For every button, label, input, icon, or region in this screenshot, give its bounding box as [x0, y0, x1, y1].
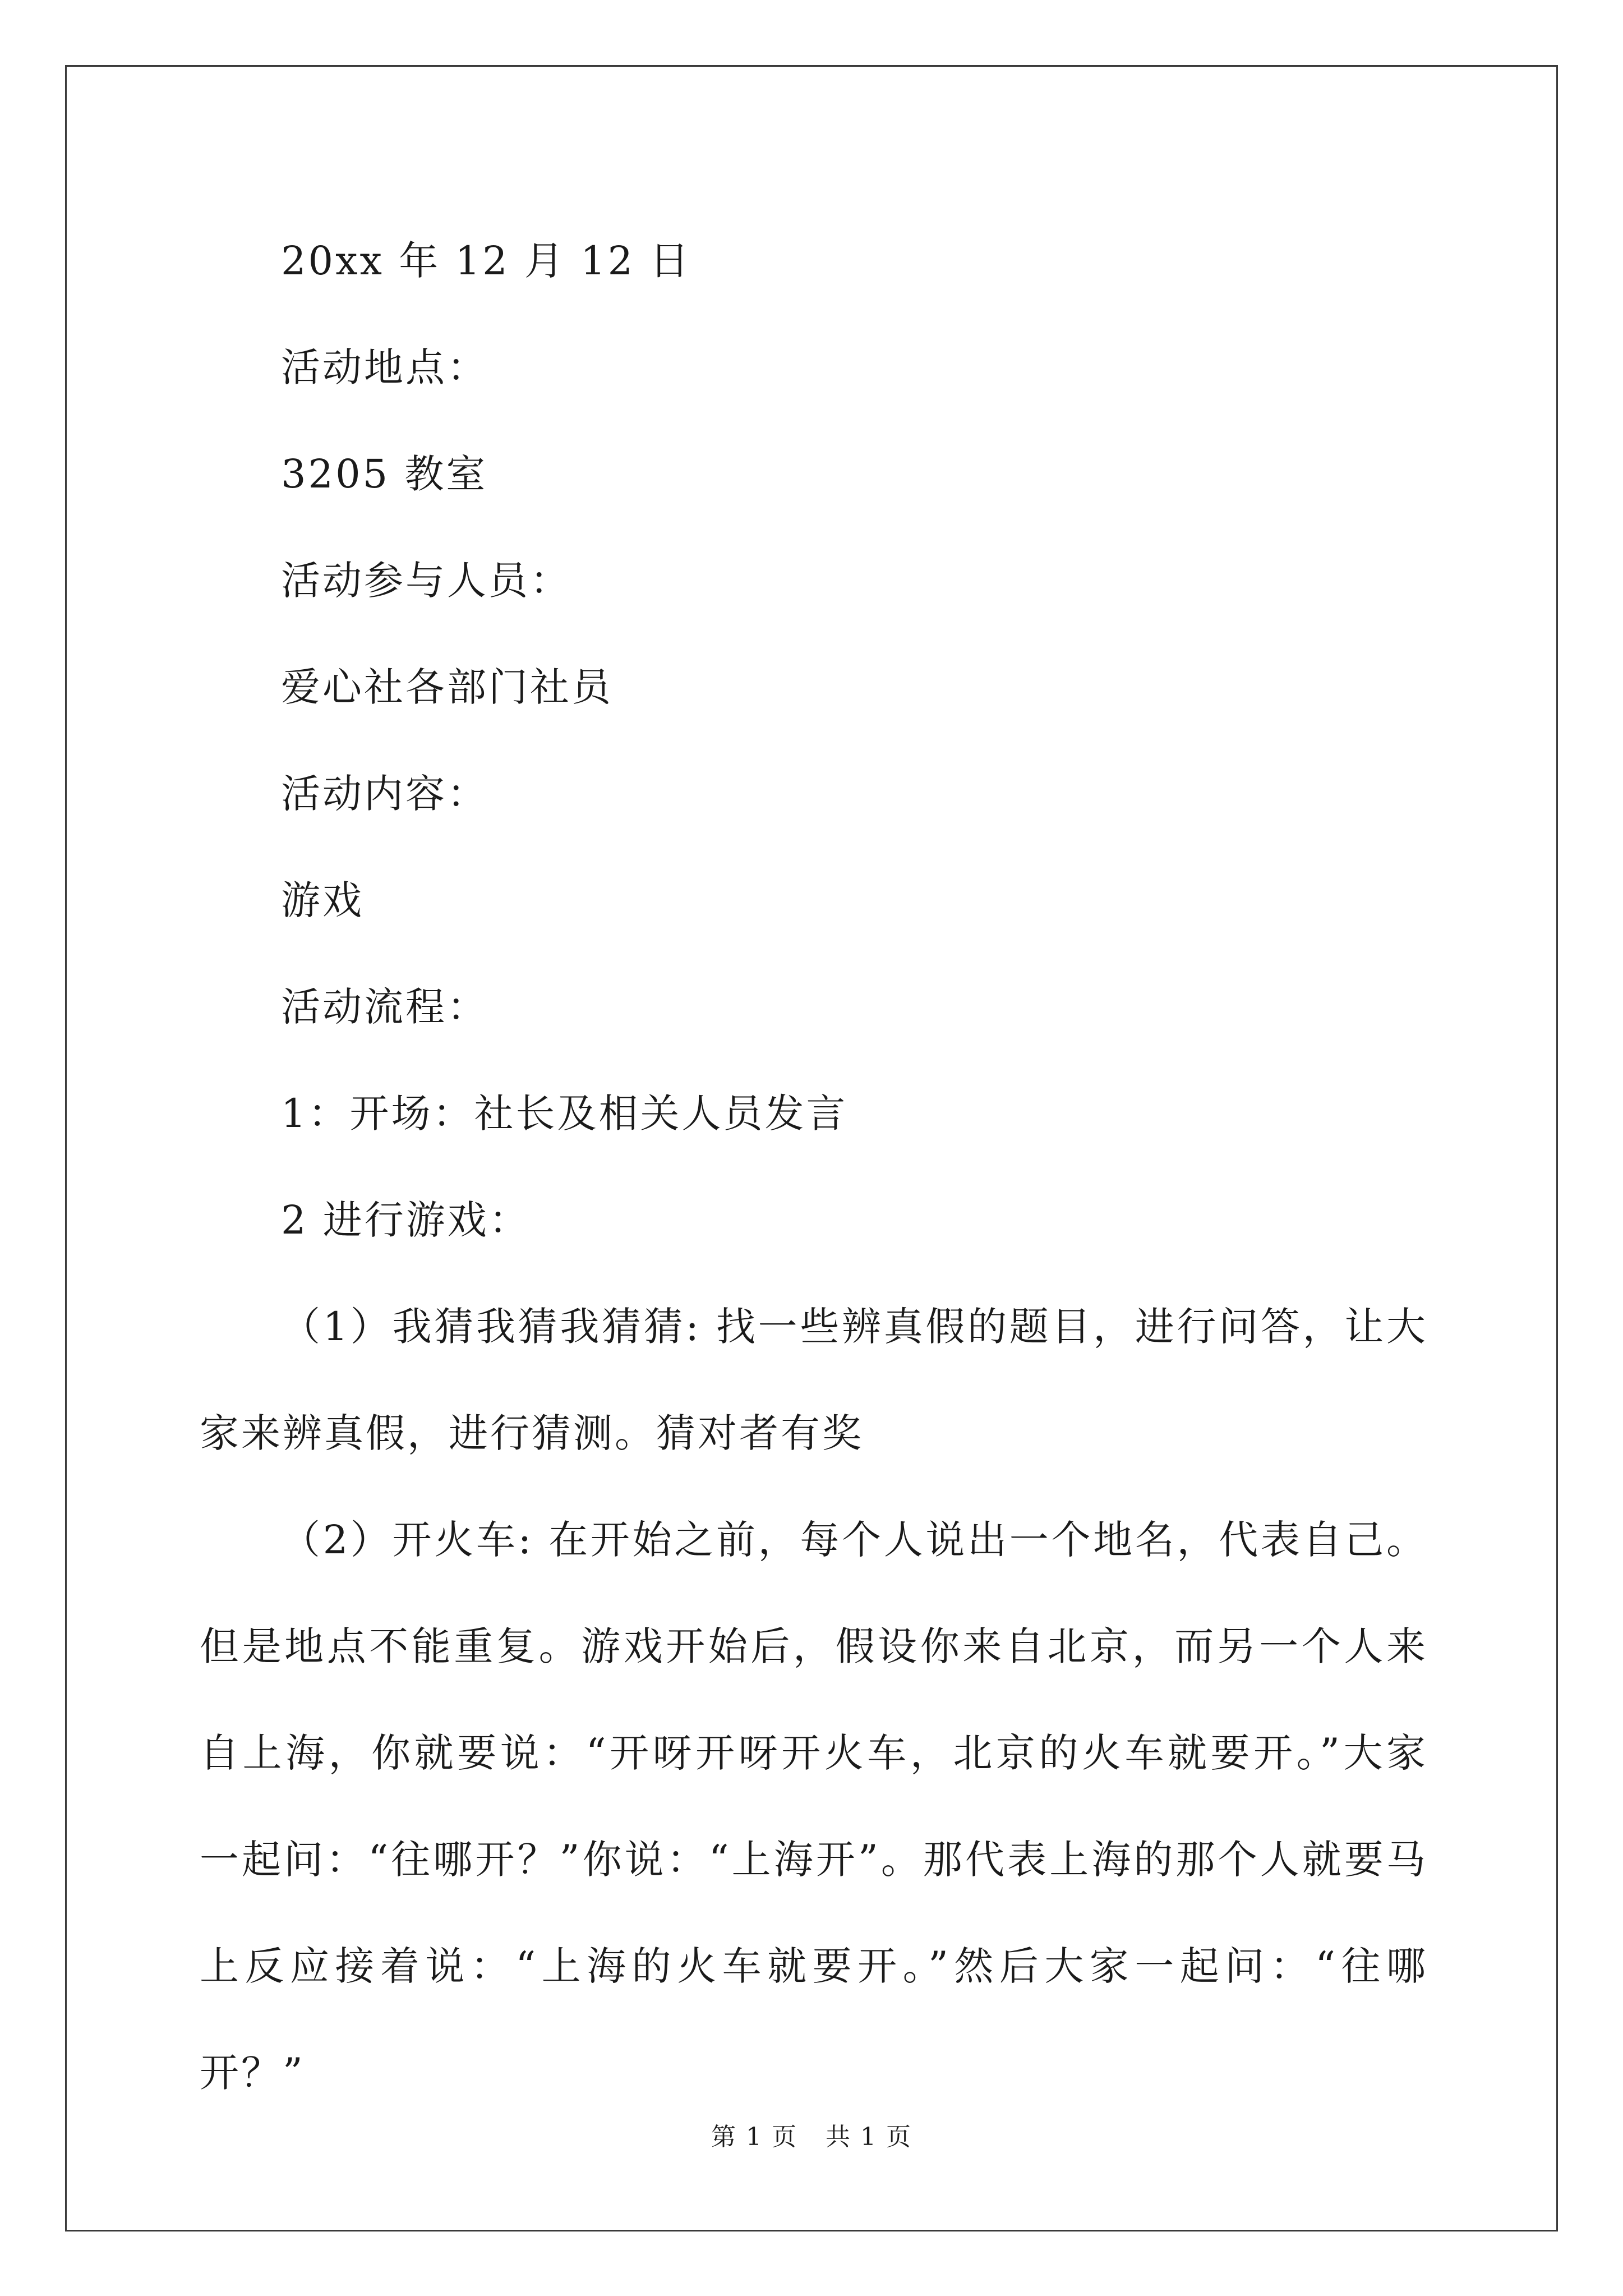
page-number: 第 1 页 — [711, 2123, 797, 2151]
process-step-2: 2 进行游戏： — [281, 1197, 531, 1243]
location-value: 3205 教室 — [281, 451, 488, 497]
process-label: 活动流程： — [281, 984, 488, 1030]
page-footer — [0, 2120, 1623, 2154]
participants-value: 爱心社各部门社员 — [281, 664, 613, 710]
game-2-paragraph: （2）开火车: 在开始之前，每个人说出一个地名，代表自己。但是地点不能重复。游戏开始后，假设你来自北京，而另一个人来自上海，你就要说：“开呀开呀开火车，北京的火车就要开。”大家一起问：“往哪开？”你说：“上海开”。那代表上海的那个人就要马上反应接着说：“上海的火车就要开。”然后大家一起问：“往哪开？” — [200, 1517, 1428, 2096]
game-1-paragraph: （1）我猜我猜我猜猜: 找一些辨真假的题目，进行问答，让大家来辨真假，进行猜测。猜对者有奖 — [200, 1304, 1428, 1456]
page-total: 共 1 页 — [826, 2123, 912, 2151]
location-label: 活动地点： — [281, 344, 488, 390]
process-step-1: 1：开场：社长及相关人员发言 — [281, 1091, 848, 1137]
participants-label: 活动参与人员： — [281, 558, 571, 604]
date-line: 20xx 年 12 月 12 日 — [281, 238, 691, 284]
content-label: 活动内容： — [281, 771, 488, 817]
document-body — [200, 208, 1428, 2126]
content-value: 游戏 — [281, 877, 364, 923]
